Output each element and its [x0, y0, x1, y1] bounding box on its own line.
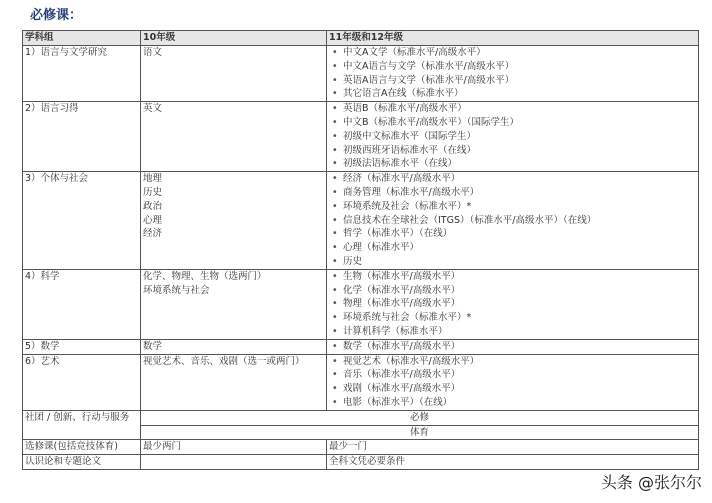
course-list-item: • 心理（标准水平） [329, 241, 696, 255]
course-list [329, 355, 696, 410]
course-list-item: • 音乐（标准水平/高级水平） [329, 368, 696, 382]
cas-row [23, 410, 699, 425]
course-list [329, 102, 696, 171]
pe-label: 体育 [141, 425, 699, 440]
grade10-course: 语文 [143, 47, 163, 58]
grade10-course: 英文 [143, 103, 163, 115]
grade10-course: 环境系统与社会 [143, 284, 210, 296]
course-list-item: • 物理（标准水平/高级水平） [329, 297, 696, 311]
subject-group-row [23, 339, 699, 354]
watermark: 头条 @张尔尔 [600, 473, 702, 492]
subject-group-name: 1）语言与文学研究 [23, 46, 141, 102]
tok-grade10 [141, 455, 327, 470]
course-list-item: • 英语B（标准水平/高级水平） [329, 102, 696, 116]
course-list-item: • 计算机科学（标准水平） [329, 325, 696, 339]
grade10-courses [141, 339, 327, 354]
course-list-item: • 数学（标准水平/高级水平） [329, 340, 696, 354]
course-list-item: • 化学（标准水平/高级水平） [329, 284, 696, 298]
subject-group-row [23, 269, 699, 339]
grade10-courses [141, 102, 327, 172]
course-list-item: • 中文A文学（标准水平/高级水平） [329, 46, 696, 60]
subject-group-row [23, 354, 699, 410]
tok-label: 认识论和专题论文 [23, 455, 141, 470]
subject-group-name: 2）语言习得 [23, 102, 141, 172]
cas-label: 社团 / 创新、行动与服务 [23, 410, 141, 440]
course-list-item: • 环境系统与社会（标准水平）* [329, 311, 696, 325]
course-list [329, 46, 696, 101]
header-grade-11-12: 11年级和12年级 [327, 31, 699, 46]
grade10-course: 化学、物理、生物（选两门） [143, 270, 267, 282]
grade10-course: 政治 [143, 200, 163, 212]
subject-group-name: 4）科学 [23, 269, 141, 339]
grade10-courses [141, 354, 327, 410]
grade10-course: 数学 [143, 340, 163, 352]
cas-required: 必修 [141, 410, 699, 425]
grade11-12-courses [327, 172, 699, 270]
subject-group-row [23, 46, 699, 102]
electives-grade11-12: 最少一门 [327, 440, 699, 455]
grade11-12-courses [327, 339, 699, 354]
course-list-item: • 经济（标准水平/高级水平） [329, 172, 696, 186]
grade10-courses [141, 46, 327, 102]
grade11-12-courses [327, 102, 699, 172]
tok-row [23, 455, 699, 470]
subject-group-name: 5）数学 [23, 339, 141, 354]
subject-group-row [23, 172, 699, 270]
curriculum-table [22, 30, 699, 470]
subject-group-name: 6）艺术 [23, 354, 141, 410]
grade11-12-courses [327, 269, 699, 339]
course-list-item: • 商务管理（标准水平/高级水平） [329, 186, 696, 200]
course-list [329, 340, 696, 354]
table-header-row [23, 31, 699, 46]
header-subject-group: 学科组 [23, 31, 141, 46]
course-list-item: • 中文B（标准水平/高级水平）（国际学生） [329, 116, 696, 130]
course-list-item: • 电影（标准水平）（在线） [329, 396, 696, 410]
grade10-course: 经济 [143, 228, 163, 240]
course-list-item: • 初级中文标准水平（国际学生） [329, 130, 696, 144]
tok-grade11-12: 全科文凭必要条件 [327, 455, 699, 470]
grade10-course: 地理 [143, 173, 163, 185]
grade10-course: 历史 [143, 186, 163, 198]
course-list [329, 172, 696, 269]
course-list-item: • 生物（标准水平/高级水平） [329, 270, 696, 284]
page-title: 必修课： [30, 8, 83, 23]
subject-group-row [23, 102, 699, 172]
electives-label: 选修课(包括竞技体育) [23, 440, 141, 455]
course-list-item: • 初级西班牙语标准水平（在线） [329, 144, 696, 158]
grade11-12-courses [327, 46, 699, 102]
course-list [329, 270, 696, 339]
course-list-item: • 历史 [329, 255, 696, 269]
electives-row [23, 440, 699, 455]
electives-grade10: 最少两门 [141, 440, 327, 455]
grade10-course: 视觉艺术、音乐、戏剧（选一或两门） [143, 355, 305, 367]
grade11-12-courses [327, 354, 699, 410]
course-list-item: • 其它语言A在线（标准水平） [329, 87, 696, 101]
course-list-item: • 初级法语标准水平（在线） [329, 157, 696, 171]
subject-group-name: 3）个体与社会 [23, 172, 141, 270]
course-list-item: • 戏剧（标准水平/高级水平） [329, 382, 696, 396]
course-list-item: • 中文A语言与文学（标准水平/高级水平） [329, 60, 696, 74]
grade10-courses [141, 269, 327, 339]
course-list-item: • 信息技术在全球社会（ITGS）（标准水平/高级水平）（在线） [329, 214, 696, 228]
header-grade-10: 10年级 [141, 31, 327, 46]
grade10-course: 心理 [143, 214, 163, 226]
grade10-courses [141, 172, 327, 270]
course-list-item: • 英语A语言与文学（标准水平/高级水平） [329, 74, 696, 88]
course-list-item: • 哲学（标准水平）（在线） [329, 227, 696, 241]
course-list-item: • 环境系统及社会（标准水平）* [329, 200, 696, 214]
course-list-item: • 视觉艺术（标准水平/高级水平） [329, 355, 696, 369]
